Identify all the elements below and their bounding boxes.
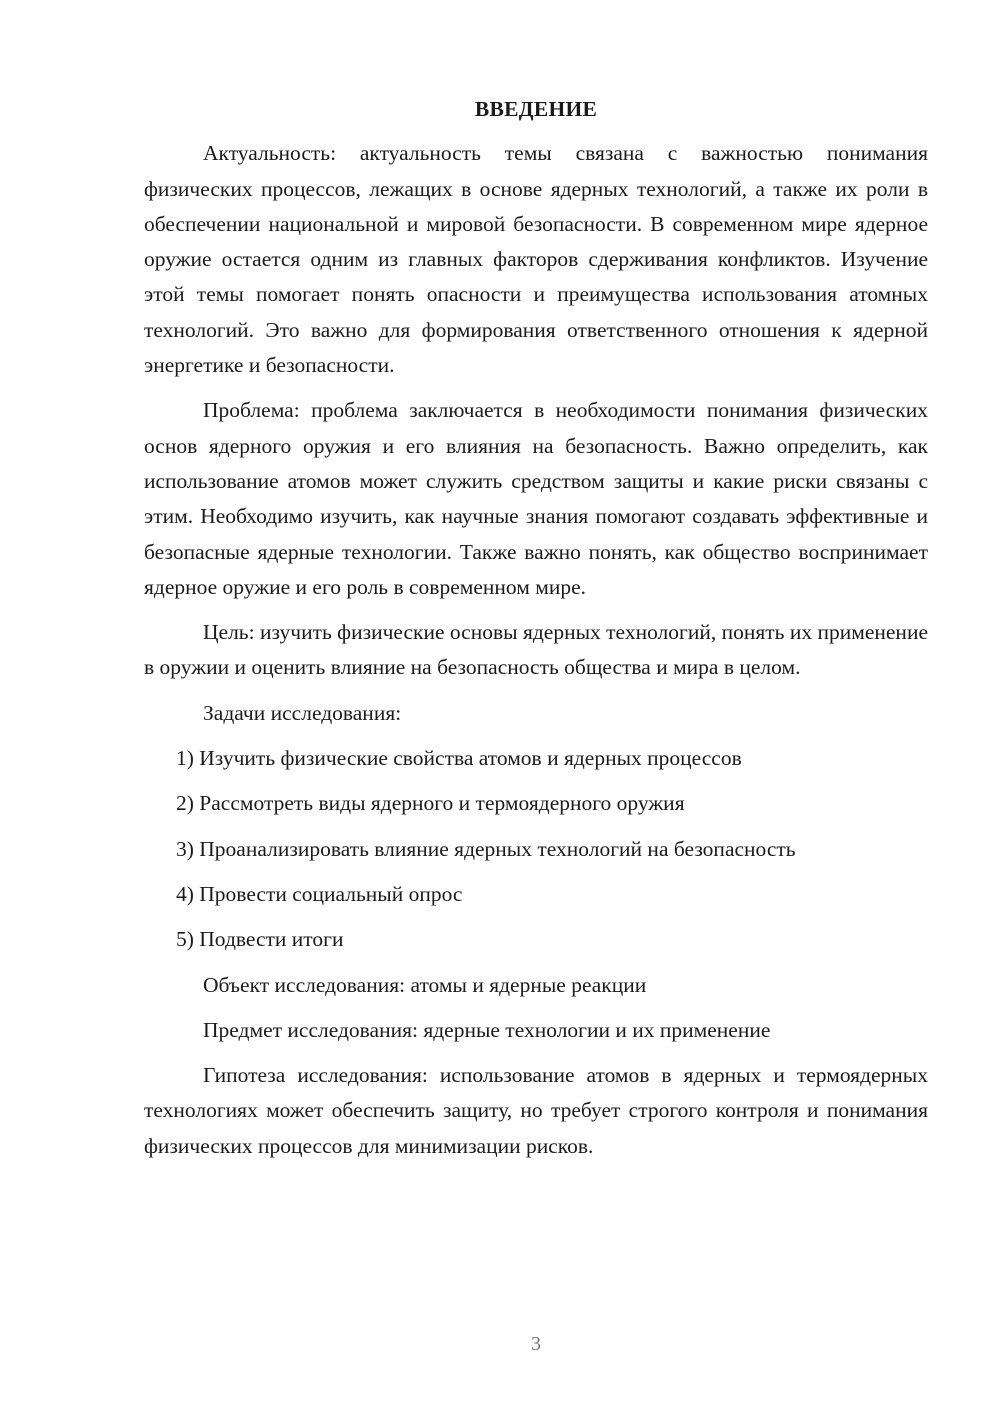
list-item: 4) Провести социальный опрос [176, 881, 463, 906]
problem-paragraph: Проблема: проблема заключается в необходимости понимания физических основ ядерного оружия и его влияния на безопасность. Важно определить, как использование атомов может служить средством защиты и какие риски связаны с этим. Необходимо изучить, как научные знания помогают создавать эффективные и безопасные ядерные технологии. Также важно понять, как общество воспринимает ядерное оружие и его роль в современном мире. [144, 398, 928, 599]
page-number: 3 [531, 1333, 541, 1355]
relevance-paragraph: Актуальность: актуальность темы связана с важностью понимания физических процессов, лежащих в основе ядерных технологий, а также их роли в обеспечении национальной и мировой безопасности. В современном мире ядерное оружие остается одним из главных факторов сдерживания конфликтов. Изучение этой темы помогает понять опасности и преимущества использования атомных технологий. Это важно для формирования ответственного отношения к ядерной энергетике и безопасности. [144, 141, 928, 378]
list-item: 3) Проанализировать влияние ядерных технологий на безопасность [176, 836, 796, 861]
goal-paragraph: Цель: изучить физические основы ядерных технологий, понять их применение в оружии и оценить влияние на безопасность общества и мира в целом. [144, 620, 928, 680]
list-item: 5) Подвести итоги [176, 927, 344, 952]
object-paragraph: Объект исследования: атомы и ядерные реакции [203, 972, 647, 997]
list-item: 2) Рассмотреть виды ядерного и термоядерного оружия [176, 791, 685, 816]
tasks-heading: Задачи исследования: [203, 700, 402, 725]
page-title: ВВЕДЕНИЕ [474, 97, 598, 121]
tasks-list [144, 741, 928, 957]
document-page [144, 92, 928, 1174]
hypothesis-paragraph: Гипотеза исследования: использование атомов в ядерных и термоядерных технологиях может обеспечить защиту, но требует строгого контроля и понимания физических процессов для минимизации рисков. [144, 1063, 928, 1158]
list-item: 1) Изучить физические свойства атомов и ядерных процессов [176, 746, 742, 771]
subject-paragraph: Предмет исследования: ядерные технологии и их применение [203, 1017, 771, 1042]
